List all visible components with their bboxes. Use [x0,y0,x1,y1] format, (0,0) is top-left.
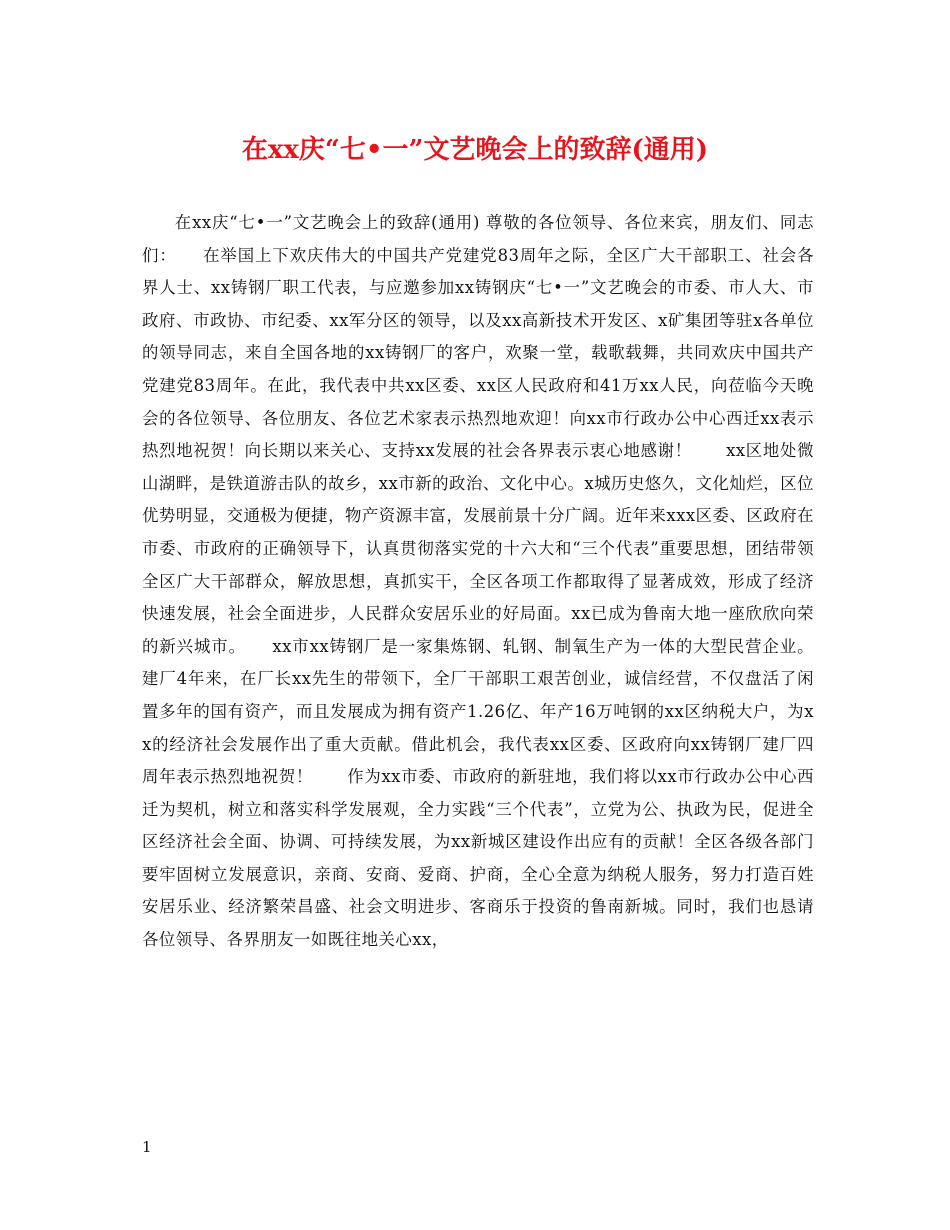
document-title: 在xx庆“七•一”文艺晚会上的致辞(通用) [241,135,709,165]
page-number: 1 [142,1138,152,1156]
document-body: 在xx庆“七•一”文艺晚会上的致辞(通用) 尊敬的各位领导、各位来宾，朋友们、同志们： 在举国上下欢庆伟大的中国共产党建党83周年之际，全区广大干部职工、社会各界人士、xx铸钢厂职工代表，与应邀参加xx铸钢庆“七•一”文艺晚会的市委、市人大、市政府、市政协、市纪委、xx军分区的领导，以及xx高新技术开发区、x矿集团等驻x各单位的领导同志，来自全国各地的xx铸钢厂的客户，欢聚一堂，载歌载舞，共同欢庆中国共产党建党83周年。在此，我代表中共xx区委、xx区人民政府和41万xx人民，向莅临今天晚会的各位领导、各位朋友、各位艺术家表示热烈地欢迎！向xx市行政办公中心西迁xx表示热烈地祝贺！向长期以来关心、支持xx发展的社会各界表示衷心地感谢！ xx区地处微山湖畔，是铁道游击队的故乡，xx市新的政治、文化中心。x城历史悠久，文化灿烂，区位优势明显，交通极为便捷，物产资源丰富，发展前景十分广阔。近年来xxx区委、区政府在市委、市政府的正确领导下，认真贯彻落实党的十六大和“三个代表”重要思想，团结带领全区广大干部群众，解放思想，真抓实干，全区各项工作都取得了显著成效，形成了经济快速发展，社会全面进步，人民群众安居乐业的好局面。xx已成为鲁南大地一座欣欣向荣的新兴城市。 xx市xx铸钢厂是一家集炼钢、轧钢、制氧生产为一体的大型民营企业。建厂4年来，在厂长xx先生的带领下，全厂干部职工艰苦创业，诚信经营，不仅盘活了闲置多年的国有资产，而且发展成为拥有资产1.26亿、年产16万吨钢的xx区纳税大户，为xx的经济社会发展作出了重大贡献。借此机会，我代表xx区委、区政府向xx铸钢厂建厂四周年表示热烈地祝贺！ 作为xx市委、市政府的新驻地，我们将以xx市行政办公中心西迁为契机，树立和落实科学发展观，全力实践“三个代表”，立党为公、执政为民，促进全区经济社会全面、协调、可持续发展，为xx新城区建设作出应有的贡献！全区各级各部门要牢固树立发展意识，亲商、安商、爱商、护商，全心全意为纳税人服务，努力打造百姓安居乐业、经济繁荣昌盛、社会文明进步、客商乐于投资的鲁南新城。同时，我们也恳请各位领导、各界朋友一如既往地关心xx， [142,213,814,950]
